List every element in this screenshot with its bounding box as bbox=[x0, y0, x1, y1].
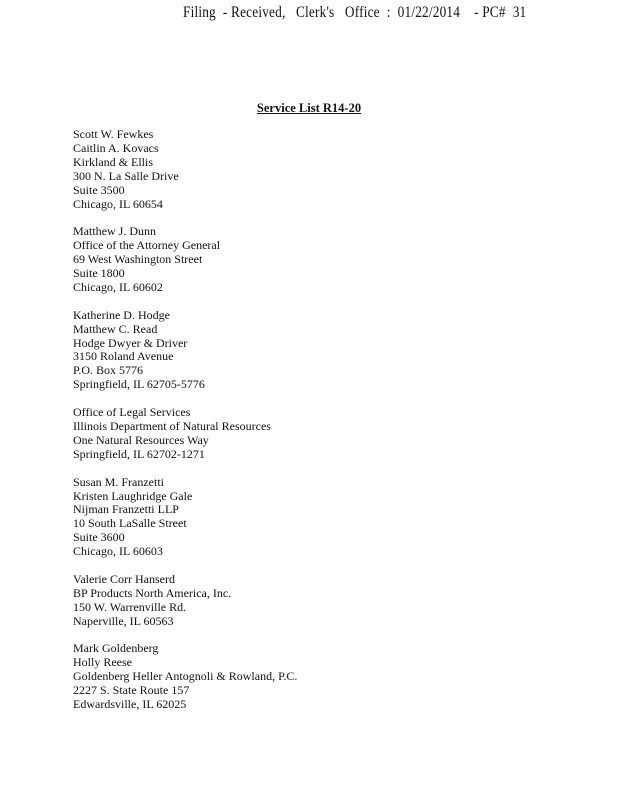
address-line: P.O. Box 5776 bbox=[73, 363, 144, 378]
address-line: Illinois Department of Natural Resources bbox=[73, 418, 271, 433]
address-line: One Natural Resources Way bbox=[73, 432, 209, 447]
address-line: Kristen Laughridge Gale bbox=[73, 488, 193, 503]
address-line: BP Products North America, Inc. bbox=[73, 585, 232, 600]
address-line: Nijman Franzetti LLP bbox=[73, 502, 179, 517]
service-list-entry bbox=[73, 573, 297, 629]
address-line: Chicago, IL 60602 bbox=[73, 279, 163, 294]
address-line: Springfield, IL 62702-1271 bbox=[73, 446, 205, 461]
address-line: Office of the Attorney General bbox=[73, 238, 221, 253]
service-list-entry bbox=[73, 476, 297, 559]
address-line: 300 N. La Salle Drive bbox=[73, 168, 179, 183]
address-line: Chicago, IL 60603 bbox=[73, 544, 163, 559]
address-line: Matthew C. Read bbox=[73, 321, 158, 336]
address-line: Kirkland & Ellis bbox=[73, 154, 153, 169]
address-line: Katherine D. Hodge bbox=[73, 307, 170, 322]
address-line: Office of Legal Services bbox=[73, 405, 191, 420]
address-line: 10 South LaSalle Street bbox=[73, 516, 187, 531]
service-list-entry bbox=[73, 309, 297, 392]
address-line: Susan M. Franzetti bbox=[73, 474, 164, 489]
service-list-entry bbox=[73, 406, 297, 462]
document-title: Service List R14-20 bbox=[256, 101, 362, 115]
service-list-entry bbox=[73, 128, 297, 211]
address-line: Holly Reese bbox=[73, 655, 132, 670]
address-line: Scott W. Fewkes bbox=[73, 127, 154, 141]
address-line: Chicago, IL 60654 bbox=[73, 196, 163, 211]
address-line: Goldenberg Heller Antognoli & Rowland, P.C. bbox=[73, 669, 298, 684]
address-line: 2227 S. State Route 157 bbox=[73, 683, 190, 698]
address-line: 69 West Washington Street bbox=[73, 252, 203, 267]
address-line: Matthew J. Dunn bbox=[73, 224, 156, 239]
service-list-entry bbox=[73, 642, 297, 712]
address-line: 3150 Roland Avenue bbox=[73, 349, 174, 364]
address-line: 150 W. Warrenville Rd. bbox=[73, 599, 187, 614]
address-line: Caitlin A. Kovacs bbox=[73, 140, 159, 155]
address-line: Springfield, IL 62705-5776 bbox=[73, 377, 205, 392]
filing-stamp-header: Filing - Received, Clerk's Office : 01/22/2014 - PC# 31 bbox=[183, 4, 527, 21]
address-line: Mark Goldenberg bbox=[73, 641, 159, 656]
address-line: Edwardsville, IL 62025 bbox=[73, 697, 187, 712]
address-line: Suite 1800 bbox=[73, 266, 125, 281]
address-line: Hodge Dwyer & Driver bbox=[73, 335, 188, 350]
address-line: Suite 3500 bbox=[73, 182, 125, 197]
address-line: Suite 3600 bbox=[73, 530, 125, 545]
service-list-entry bbox=[73, 225, 297, 295]
address-line: Naperville, IL 60563 bbox=[73, 613, 174, 628]
address-line: Valerie Corr Hanserd bbox=[73, 571, 175, 586]
service-list bbox=[73, 128, 297, 726]
